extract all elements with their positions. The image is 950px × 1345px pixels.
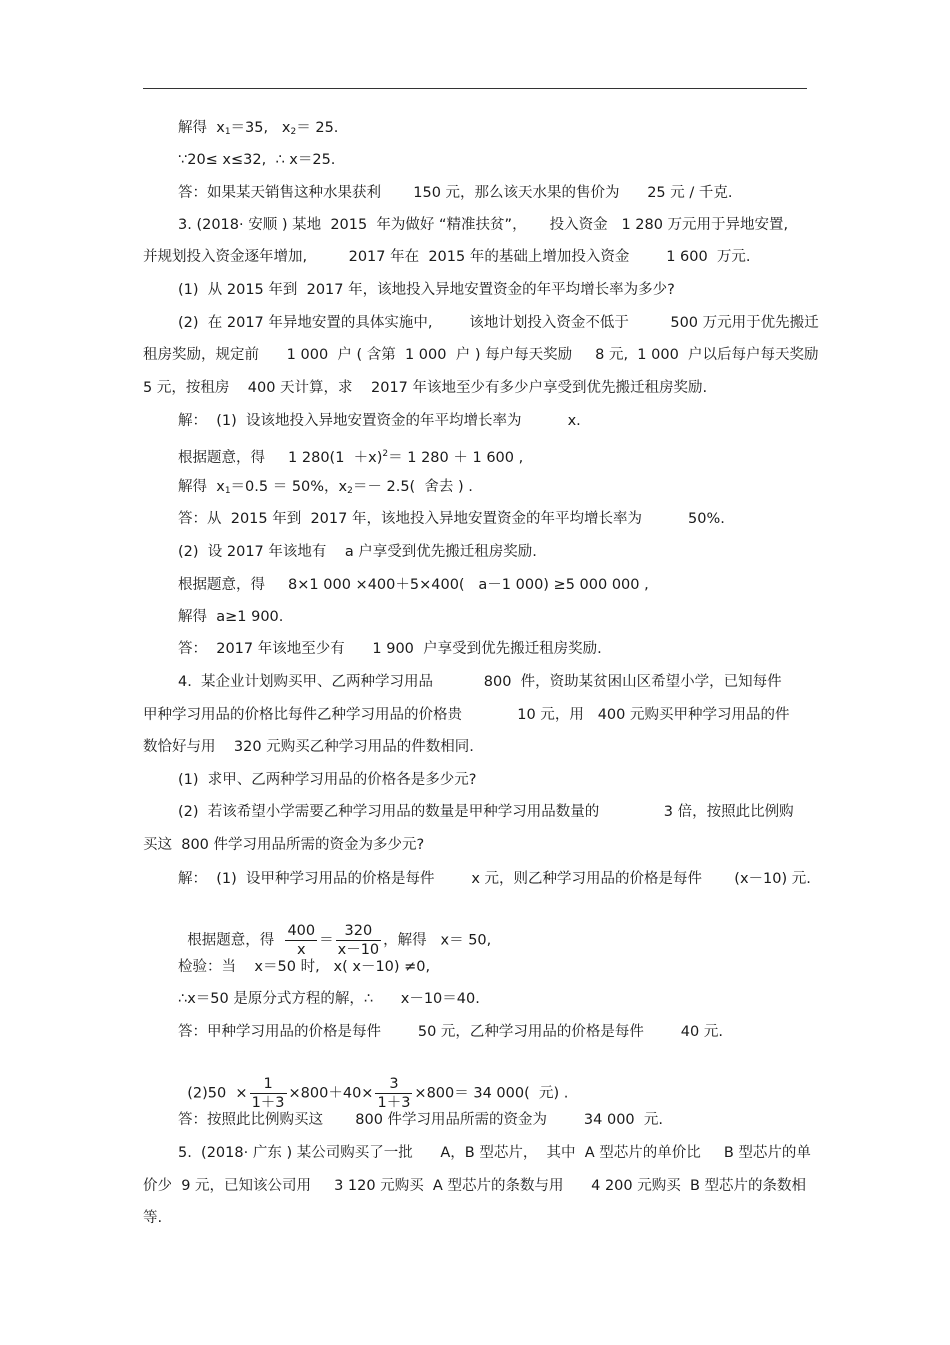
problem-4-heading: 4. 某企业计划购买甲、乙两种学习用品 800 件，资助某贫困山区希望小学，已知每件 — [178, 674, 782, 690]
problem-3-heading: 3. (2018· 安顺 ) 某地 2015 年为做好 “精准扶贫”， 投入资金 1 280 万元用于异地安置, — [178, 217, 789, 233]
text-line: 并规划投入资金逐年增加, 2017 年在 2015 年的基础上增加投入资金 1 600 万元. — [143, 249, 751, 265]
text-line: 解得 $x_1=35$, $x_2= 25$. — [178, 120, 339, 137]
text-line: 解得 $x_1=0.5 = 50\%$，$x_2=- 2.5$( 舍去 ) . — [178, 479, 473, 496]
text-line: 答：甲种学习用品的价格是每件 50 元，乙种学习用品的价格是每件 40 元. — [178, 1024, 723, 1040]
text-line: 答：从 2015 年到 2017 年，该地投入异地安置资金的年平均增长率为 50%. — [178, 511, 725, 527]
text-line: (2) 在 2017 年异地安置的具体实施中, 该地计划投入资金不低于 500 万元用于优先搬迁 — [178, 315, 819, 331]
equation-line: 根据题意，得 $\frac{400}{x}$ ＝ $\frac{320}{x-10}$ ，解得 x＝ 50, — [187, 923, 492, 958]
text-line: 租房奖励，规定前 1 000 户 ( 含第 1 000 户 ) 每户每天奖励 8 元, 1 000 户以后每户每天奖励 — [143, 347, 819, 363]
text-line: 数恰好与用 320 元购买乙种学习用品的件数相同. — [143, 739, 474, 755]
text-line: 5 元，按租房 400 天计算，求 2017 年该地至少有多少户享受到优先搬迁租房奖励. — [143, 380, 708, 396]
fraction: $\frac{320}{x-10}$ — [337, 923, 380, 958]
text-line: 答： 2017 年该地至少有 1 900 户享受到优先搬迁租房奖励. — [178, 641, 602, 657]
header-rule — [143, 88, 807, 89]
equation-line: (2)50 × $\frac{1}{1+3}$ ×800＋40× $\frac{3}{1+3}$ ×800＝ 34 000( 元) . — [187, 1076, 569, 1111]
text-line: 检验：当 x＝50 时, x( x－10) ≠0, — [178, 959, 431, 975]
fraction: $\frac{1}{1+3}$ — [251, 1076, 285, 1111]
text-line: 答：如果某天销售这种水果获利 150 元，那么该天水果的售价为 25 元 / 千克. — [178, 185, 733, 201]
text-line: (1) 求甲、乙两种学习用品的价格各是多少元? — [178, 772, 477, 788]
fraction: $\frac{3}{1+3}$ — [377, 1076, 411, 1111]
text-line: 根据题意，得 8×1 000 ×400＋5×400( a－1 000) ≥5 000 000 , — [178, 577, 649, 593]
fraction: $\frac{400}{x}$ — [287, 923, 316, 958]
text-line: 解： (1) 设甲种学习用品的价格是每件 x 元，则乙种学习用品的价格是每件 (x－10) 元. — [178, 871, 811, 887]
text-line: 解得 a≥1 900. — [178, 609, 284, 625]
text-line: (1) 从 2015 年到 2017 年，该地投入异地安置资金的年平均增长率为多少? — [178, 282, 675, 298]
text-line: (2) 设 2017 年该地有 a 户享受到优先搬迁租房奖励. — [178, 544, 537, 560]
text-line: ∵20≤ x≤32, ∴ x＝25. — [178, 152, 336, 168]
text-line: ∴x＝50 是原分式方程的解，∴ x－10＝40. — [178, 991, 480, 1007]
text-line: (2) 若该希望小学需要乙种学习用品的数量是甲种学习用品数量的 3 倍，按照此比例购 — [178, 804, 794, 820]
text-line: 买这 800 件学习用品所需的资金为多少元? — [143, 837, 425, 853]
text-line: 甲种学习用品的价格比每件乙种学习用品的价格贵 10 元，用 400 元购买甲种学习用品的件 — [143, 707, 790, 723]
problem-5-heading: 5. (2018· 广东 ) 某公司购买了一批 A，B 型芯片， 其中 A 型芯片的单价比 B 型芯片的单 — [178, 1145, 811, 1161]
text-line: 根据题意，得 1 $280(1 +x)^2= 1$ 280 ＋ 1 600 , — [178, 449, 524, 466]
text-line: 答：按照此比例购买这 800 件学习用品所需的资金为 34 000 元. — [178, 1112, 663, 1128]
text-line: 解： (1) 设该地投入异地安置资金的年平均增长率为 x. — [178, 413, 581, 429]
text-line: 等. — [143, 1210, 163, 1226]
text-line: 价少 9 元，已知该公司用 3 120 元购买 A 型芯片的条数与用 4 200 元购买 B 型芯片的条数相 — [143, 1178, 807, 1194]
